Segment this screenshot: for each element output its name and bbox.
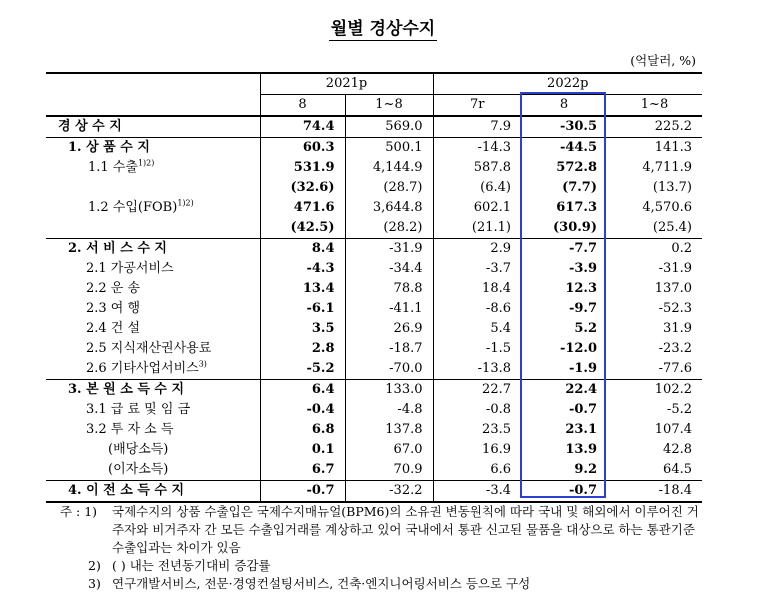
col-header: 8 [559,97,569,112]
row-label: 2.2 운 송 [86,281,141,296]
table-cell: 8.4 [260,239,345,260]
table-cell: (6.4) [433,178,521,198]
table-cell: (42.5) [260,218,345,239]
table-row [46,259,702,279]
table-cell: -32.2 [345,481,433,503]
table-cell: 2.8 [260,339,345,359]
table-cell: 137.8 [345,420,433,440]
unit-label: (억달러, %) [630,53,696,68]
footnote [60,575,710,593]
row-label: (이자소득) [108,462,169,477]
table-cell: 78.8 [345,279,433,299]
table-cell: (32.6) [260,178,345,198]
table-cell: 31.9 [663,321,692,336]
footnote [60,503,710,557]
col-header: 1~8 [345,95,433,117]
table-cell: -5.2 [260,359,345,380]
table-row [46,420,702,440]
table-row [46,299,702,319]
table-cell: 5.4 [433,319,521,339]
table-row [46,440,702,460]
table-cell: 64.5 [663,462,692,477]
table-row [46,239,702,260]
table-cell: (25.4) [652,220,692,235]
table-cell: (13.7) [652,180,692,195]
table-cell: -1.9 [568,361,597,376]
table-cell: -1.5 [433,339,521,359]
table-cell: 42.8 [663,442,692,457]
table-cell: -0.7 [260,481,345,503]
table-cell: 13.4 [260,279,345,299]
table-cell: 6.4 [260,380,345,401]
col-header: 7r [433,95,521,117]
table-cell: 3,644.8 [345,198,433,218]
table-cell: 26.9 [345,319,433,339]
table-cell: -3.7 [433,259,521,279]
table-cell: 569.0 [345,116,433,138]
row-label: 2.6 기타사업서비스$^{3)}$ [86,359,207,376]
table-cell: (30.9) [553,220,597,235]
table-cell: -6.1 [260,299,345,319]
table-cell: -31.9 [345,239,433,260]
row-label: 2.5 지식재산권사용료 [86,341,212,356]
table-cell: -8.6 [433,299,521,319]
table-cell: -13.8 [433,359,521,380]
table-row [46,116,702,138]
row-label: 경 상 수 지 [46,116,260,138]
table-cell: 225.2 [607,116,702,138]
table-cell: -3.4 [433,481,521,503]
table-cell: 617.3 [556,200,597,215]
table-row [46,380,702,401]
table-cell: -0.4 [260,400,345,420]
table-cell: (21.1) [433,218,521,239]
header-2021: 2021p [260,73,433,95]
table-row [46,400,702,420]
table-cell: -9.7 [568,301,597,316]
table-cell: 18.4 [433,279,521,299]
table-cell: -34.4 [345,259,433,279]
table-cell: 107.4 [654,422,692,437]
table-row [46,138,702,159]
table-row [46,339,702,359]
table-cell: 7.9 [433,116,521,138]
table-cell: 70.9 [345,460,433,481]
table-cell: -77.6 [658,361,692,376]
table-cell: -44.5 [521,138,607,159]
row-label: 2.4 건 설 [86,321,141,336]
table-cell: 6.6 [433,460,521,481]
row-label: 1. 상 품 수 지 [46,138,260,159]
table-cell: 74.4 [260,116,345,138]
header-2022: 2022p [433,73,702,95]
table-cell: 12.3 [565,281,597,296]
row-label: 3.1 급 료 및 임 금 [86,402,191,417]
row-label: 1.1 수출$^{1)2)}$ [88,158,155,175]
row-label [46,218,260,239]
table-cell: -70.0 [345,359,433,380]
table-row [46,218,702,239]
table-cell: 531.9 [260,158,345,178]
table-cell: 6.8 [260,420,345,440]
footnote-text: ( ) 내는 전년동기대비 증감률 [112,558,271,573]
table-cell: 0.1 [260,440,345,460]
table-cell: 3.5 [260,319,345,339]
table-cell: 602.1 [433,198,521,218]
table-row [46,319,702,339]
table-cell: 4,570.6 [642,200,692,215]
table-cell: 102.2 [607,380,702,401]
table-row [46,359,702,380]
table-cell: 5.2 [574,321,597,336]
footnotes [60,503,710,593]
table-cell: 500.1 [345,138,433,159]
table-cell: -23.2 [658,341,692,356]
table-cell: -5.2 [666,402,692,417]
table-cell: (28.7) [345,178,433,198]
table-cell: 2.9 [433,239,521,260]
footnote-text: 국제수지의 상품 수출입은 국제수지매뉴얼(BPM6)의 소유권 변동원칙에 따라 국내 및 해외에서 이루어진 거주자와 비거주자 간 모든 수출입거래를 계상하고 있어 국내에서 통관 신고된 물품을 대상으로 하는 통관기준 수출입과는 차이가 있음 [112,504,699,555]
table-cell: 9.2 [574,462,597,477]
table-cell: 67.0 [345,440,433,460]
table-cell: 23.1 [565,422,597,437]
table-row [46,481,702,503]
table-row [46,158,702,178]
table-cell: -4.3 [260,259,345,279]
table-cell: 133.0 [345,380,433,401]
table-cell: -52.3 [658,301,692,316]
row-label: 2.1 가공서비스 [86,261,174,276]
table-cell: -30.5 [521,116,607,138]
page-title: 월별 경상수지 [330,19,436,39]
col-header: 8 [260,95,345,117]
col-header: 1~8 [640,97,669,112]
table-cell: 587.8 [433,158,521,178]
table-cell: 13.9 [565,442,597,457]
table-cell: 572.8 [556,160,597,175]
table-cell: (7.7) [562,180,597,195]
table-cell: -3.9 [568,261,597,276]
table-cell: -41.1 [345,299,433,319]
table-cell: 141.3 [607,138,702,159]
table-cell: 4,711.9 [642,160,692,175]
table-cell: -31.9 [658,261,692,276]
row-label: 2. 서 비 스 수 지 [46,239,260,260]
table-cell: 137.0 [654,281,692,296]
row-label: 3.2 투 자 소 득 [86,422,174,437]
table-cell: -14.3 [433,138,521,159]
table-cell: -18.4 [607,481,702,503]
footnote-text: 연구개발서비스, 전문·경영컨설팅서비스, 건축·엔지니어링서비스 등으로 구성 [112,576,531,591]
row-label: 2.3 여 행 [86,301,141,316]
table-cell: 22.4 [521,380,607,401]
table-cell: -0.7 [568,402,597,417]
row-label: (배당소득) [108,442,169,457]
table-row [46,178,702,198]
table-row [46,279,702,299]
row-label: 1.2 수입(FOB)$^{1)2)}$ [88,198,194,215]
table-cell: (28.2) [345,218,433,239]
current-account-table [46,72,702,503]
footnote-key: 주 : 1) [60,504,98,519]
row-label: 4. 이 전 소 득 수 지 [46,481,260,503]
table-cell: 23.5 [433,420,521,440]
row-label: 3. 본 원 소 득 수 지 [46,380,260,401]
row-label [46,178,260,198]
table-row [46,460,702,481]
table-cell: 22.7 [433,380,521,401]
table-cell: -0.8 [433,400,521,420]
table-cell: -18.7 [345,339,433,359]
table-cell: 4,144.9 [345,158,433,178]
footnote [60,557,710,575]
table-cell: 0.2 [607,239,702,260]
table-cell: 6.7 [260,460,345,481]
table-cell: -12.0 [559,341,597,356]
footnote-key: 3) [88,576,101,591]
table-cell: 16.9 [433,440,521,460]
table-row [46,198,702,218]
table-cell: 471.6 [260,198,345,218]
table-cell: -0.7 [521,481,607,503]
footnote-key: 2) [88,558,101,573]
table-cell: -4.8 [345,400,433,420]
table-cell: 60.3 [260,138,345,159]
table-cell: -7.7 [521,239,607,260]
